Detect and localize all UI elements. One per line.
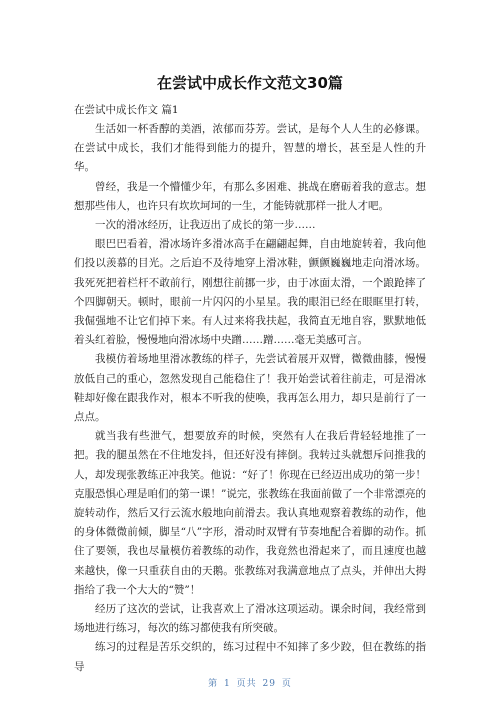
paragraph: 练习的过程是苦乐交织的，练习过程中不知摔了多少跤，但在教练的指导 xyxy=(74,641,426,673)
document-body xyxy=(74,101,426,677)
footer-total-pages: 29 xyxy=(262,679,276,689)
paragraph: 经历了这次的尝试，让我喜欢上了滑冰这项运动。课余时间，我经常到场地进行练习，每次的练习都使我有所突破。 xyxy=(74,603,426,635)
footer-prefix: 第 xyxy=(208,679,219,689)
essay-subtitle: 在尝试中成长作文 篇1 xyxy=(74,104,179,116)
paragraph: 一次的滑冰经历，让我迈出了成长的第一步…… xyxy=(95,219,316,232)
paragraph: 就当我有些泄气，想要放弃的时候，突然有人在我后背轻轻地推了一把。我的腿虽然在不住地发抖，但还好没有摔倒。我转过头就想斥问推我的人，却发现张教练正冲我笑。他说：“好了！你现在已经迈出成功的第一步！克服恐惧心理是咱们的第一课！”说完，张教练在我面前做了一个非常漂亮的旋转动作，然后又行云流水般地向前滑去。我认真地观察着教练的动作，他的身体微微前倾，脚呈“八”字形，滑动时双臂有节奏地配合着脚的动作。抓住了要领，我也尽量模仿着教练的动作，我竟然也滑起来了，而且速度也越来越快，像一只重获自由的天鹅。张教练对我满意地点了点头，并伸出大拇指给了我一个大大的“赞”！ xyxy=(74,430,426,596)
footer-current-page: 1 xyxy=(224,679,231,689)
document-title: 在尝试中成长作文范文30篇 xyxy=(157,74,343,92)
paragraph: 生活如一杯香醇的美酒，浓郁而芬芳。尝试，是每个人人生的必修课。在尝试中成长，我们才能得到能力的提升，智慧的增长，甚至是人性的升华。 xyxy=(74,123,426,174)
footer-middle: 页共 xyxy=(236,679,257,689)
paragraph: 曾经，我是一个懵懂少年，有那么多困难、挑战在磨砺着我的意志。想想那些伟人，也许只有坎坎坷坷的一生，才能铸就那样一批人才吧。 xyxy=(74,180,426,212)
footer-suffix: 页 xyxy=(281,679,292,689)
paragraph: 眼巴巴看着，滑冰场许多滑冰高手在翩翩起舞，自由地旋转着，我向他们投以羡慕的目光。之后迫不及待地穿上滑冰鞋，颤颤巍巍地走向滑冰场。我死死把着栏杆不敢前行，刚想往前挪一步，由于冰面太滑，一个踉跄摔了个四脚朝天。顿时，眼前一片闪闪的小星星。我的眼泪已经在眼眶里打转，我倔强地不让它们掉下来。有人过来将我扶起，我简直无地自容，默默地低着头红着脸，慢慢地向滑冰场中央蹭……蹭……毫无美感可言。 xyxy=(74,238,426,347)
paragraph: 我模仿着场地里滑冰教练的样子，先尝试着展开双臂，微微曲膝，慢慢放低自己的重心，忽然发现自己能稳住了！我开始尝试着往前走，可是滑冰鞋却好像在跟我作对，根本不听我的使唤，我再怎么用力，却只是前行了一点点。 xyxy=(74,353,426,424)
page-footer xyxy=(0,678,500,690)
